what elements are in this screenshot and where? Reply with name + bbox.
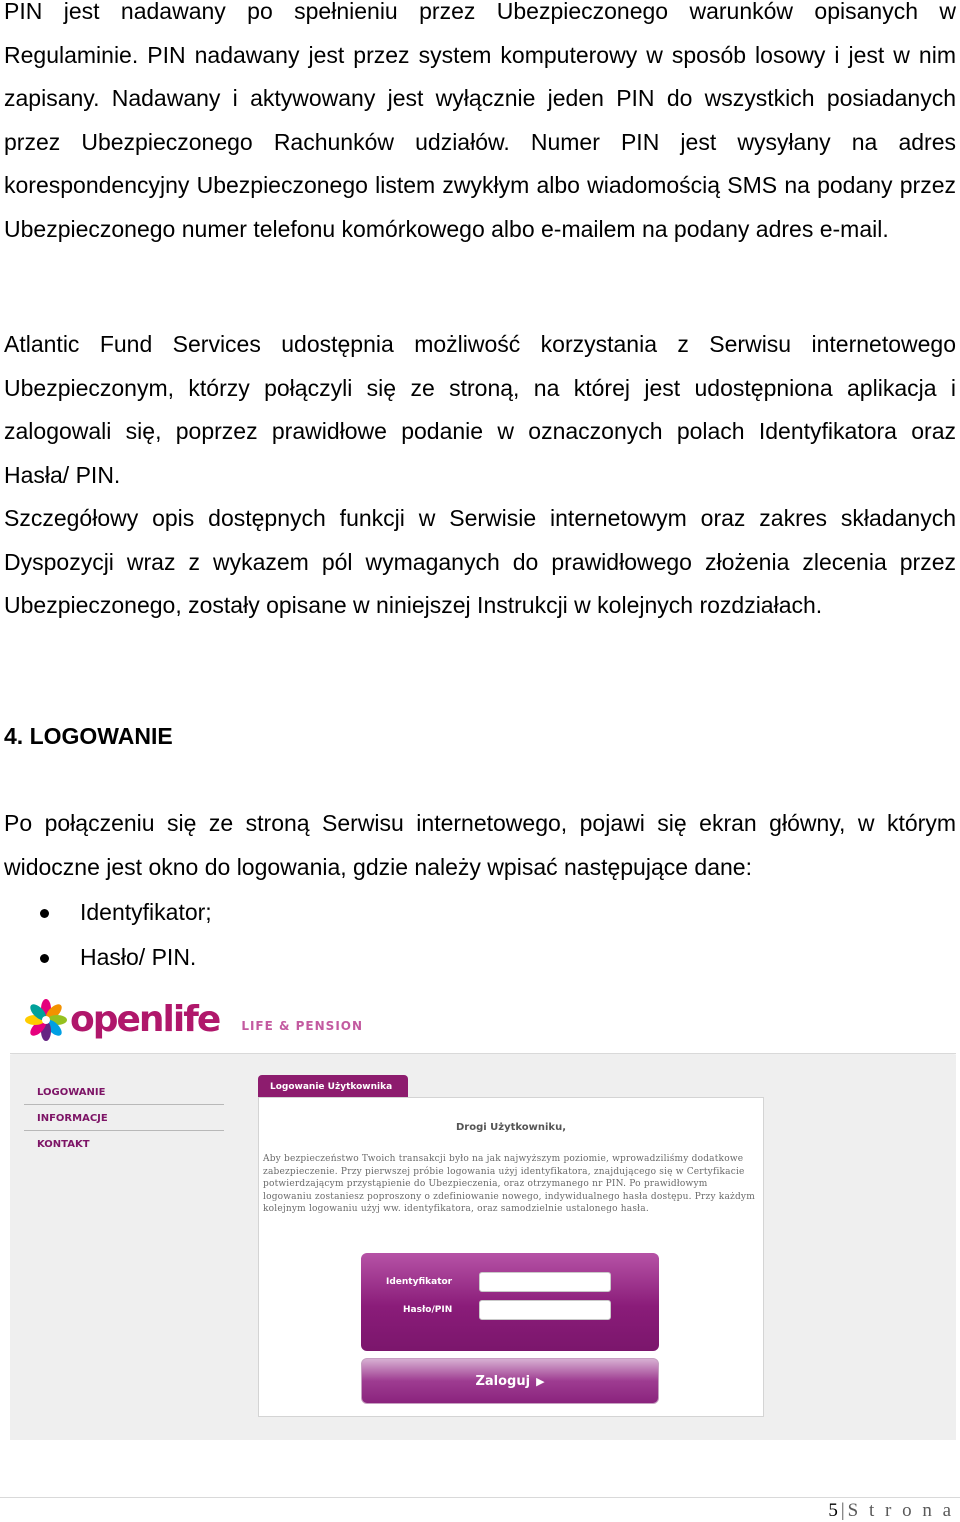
bullet-icon — [40, 954, 49, 963]
login-description: Aby bezpieczeństwo Twoich transakcji było na jak najwyższym poziomie, wprowadziliśmy dodatkowe zabezpieczenie. Przy pierwszej próbie logowania użyj identyfikatora, znajdującego się w Certyfikacie potwierdzającym przystąpienie do Ubezpieczenia, oraz otrzymanego nr PIN. Po prawidłowym logowaniu zostaniesz poproszony o zdefiniowanie nowego, indywidualnego hasła dostępu. Przy każdym kolejnym logowaniu użyj ww. identyfikatora, oraz samodzielnie ustalonego hasła. — [263, 1154, 755, 1215]
password-input[interactable] — [479, 1300, 611, 1320]
sidebar-item-informacje[interactable]: INFORMACJE — [24, 1105, 224, 1131]
tab-login[interactable]: Logowanie Użytkownika — [258, 1075, 408, 1097]
greeting: Drogi Użytkowniku, — [455, 1122, 566, 1133]
login-button[interactable]: Zaloguj ▶ — [361, 1358, 659, 1404]
paragraph-access: Atlantic Fund Services udostępnia możliwość korzystania z Serwisu internetowego Ubezpieczonym, którzy połączyli się ze stroną, na której jest udostępniona aplikacja i zalogowali się, poprzez prawidłowe podanie w oznaczonych polach Identyfikatora oraz Hasła/ PIN. — [4, 331, 956, 488]
page-footer — [828, 1500, 954, 1522]
play-arrow-icon: ▶ — [536, 1374, 545, 1388]
bullet-list — [0, 890, 212, 980]
login-screenshot — [10, 985, 956, 1440]
password-label: Hasło/PIN — [403, 1305, 453, 1315]
login-panel — [258, 1075, 764, 1417]
paragraph-details: Szczegółowy opis dostępnych funkcji w Serwisie internetowym oraz zakres składanych Dyspozycji wraz z wykazem pól wymaganych do prawidłowego złożenia zlecenia przez Ubezpieczonego, zostały opisane w niniejszej Instrukcji w kolejnych rozdziałach. — [4, 505, 956, 618]
bullet-item: Hasło/ PIN. — [0, 935, 212, 980]
site-body — [10, 1055, 956, 1440]
login-panel-box — [258, 1097, 764, 1417]
footer-label: S t r o n a — [847, 1500, 954, 1521]
flower-logo-icon — [24, 998, 68, 1042]
logo-tagline: LIFE & PENSION — [241, 1019, 364, 1033]
login-form — [361, 1253, 659, 1351]
identifier-label: Identyfikator — [386, 1277, 453, 1287]
site-sidebar — [24, 1079, 224, 1156]
sidebar-item-logowanie[interactable]: LOGOWANIE — [24, 1079, 224, 1105]
openlife-logo — [24, 997, 363, 1043]
site-header — [10, 985, 956, 1054]
bullet-item: Identyfikator; — [0, 890, 212, 935]
footer-divider — [0, 1497, 960, 1498]
logo-wordmark: openlife — [70, 999, 220, 1040]
section-heading: 4. LOGOWANIE — [4, 723, 173, 749]
footer-separator: | — [840, 1500, 848, 1521]
paragraph-login-intro: Po połączeniu się ze stroną Serwisu internetowego, pojawi się ekran główny, w którym widoczne jest okno do logowania, gdzie należy wpisać następujące dane: — [4, 810, 956, 880]
sidebar-item-kontakt[interactable]: KONTAKT — [37, 1139, 90, 1150]
bullet-icon — [40, 909, 49, 918]
page-number: 5 — [828, 1500, 841, 1521]
identifier-input[interactable] — [479, 1272, 611, 1292]
paragraph-pin: PIN jest nadawany po spełnieniu przez Ubezpieczonego warunków opisanych w Regulaminie. PIN nadawany jest przez system komputerowy w sposób losowy i jest w nim zapisany. Nadawany i aktywowany jest wyłącznie jeden PIN do wszystkich posiadanych przez Ubezpieczonego Rachunków udziałów. Numer PIN jest wysyłany na adres korespondencyjny Ubezpieczonego listem zwykłym albo wiadomością SMS na podany przez Ubezpieczonego numer telefonu komórkowego albo e-mailem na podany adres e-mail. — [4, 0, 956, 242]
